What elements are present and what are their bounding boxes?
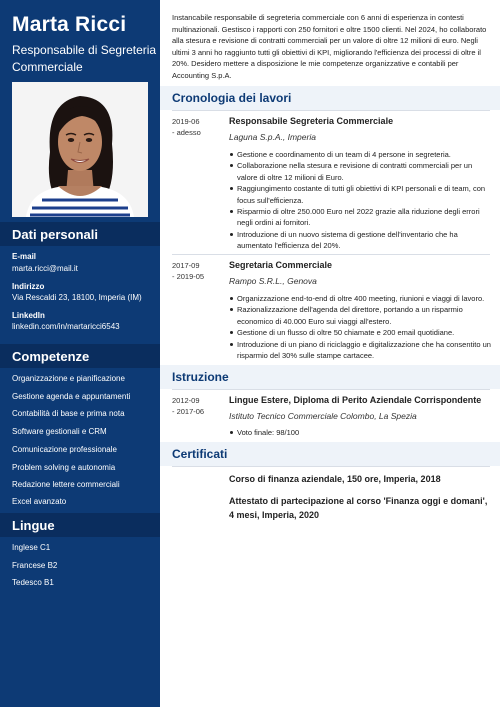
language-item: Francese B2: [12, 561, 58, 570]
address-value: Via Rescaldi 23, 18100, Imperia (IM): [12, 293, 142, 302]
education-date-start: 2012-09: [172, 396, 200, 405]
education-title: Lingue Estere, Diploma di Perito Aziendale Corrispondente: [229, 395, 482, 405]
job-bullet: Razionalizzazione dell'agenda del direttore, portando a un risparmio economico di 40.000 Euro sui viaggi all'estero.: [229, 304, 491, 327]
job-date-start: 2017-09: [172, 261, 200, 270]
job-bullet: Raggiungimento costante di tutti gli obiettivi di KPI personali e di team, con focus sull'efficienza.: [229, 183, 491, 206]
job-bullet: Introduzione di un piano di riciclaggio e digitalizzazione che ha consentito un risparmio del 30% sulle stampe cartacee.: [229, 339, 491, 362]
certificate-item: Corso di finanza aziendale, 150 ore, Imperia, 2018: [229, 474, 441, 484]
divider: [172, 110, 490, 111]
job-bullet: Gestione e coordinamento di un team di 4 persone in segreteria.: [229, 149, 491, 160]
job-bullet: Collaborazione nella stesura e revisione di contratti commerciali per un valore di oltre 12 milioni di Euro.: [229, 160, 491, 183]
job-bullet: Risparmio di oltre 250.000 Euro nel 2022 grazie alla riduzione degli errori negli ordini ai fornitori.: [229, 206, 491, 229]
job-company: Rampo S.R.L., Genova: [229, 276, 317, 286]
language-item: Inglese C1: [12, 543, 51, 552]
skill-item: Redazione lettere commerciali: [12, 480, 120, 489]
job-date-end: - adesso: [172, 128, 201, 137]
job-bullet: Introduzione di un nuovo sistema di gestione dell'inventario che ha aumentato l'efficienza del 20%.: [229, 229, 491, 252]
divider: [172, 389, 490, 390]
job-bullets: [229, 149, 491, 252]
work-heading: Cronologia dei lavori: [172, 91, 292, 105]
certifications-heading: Certificati: [172, 447, 228, 461]
profile-photo-image: [12, 82, 148, 217]
personal-heading: Dati personali: [12, 227, 98, 242]
linkedin-label: LinkedIn: [12, 311, 45, 320]
job-title: Responsabile Segreteria Commerciale: [229, 116, 394, 126]
profile-summary: Instancabile responsabile di segreteria commerciale con 6 anni di esperienza in contesti multinazionali. Gestisco i rapporti con 250 fornitori e oltre 1500 clienti. Nel 2024, ho collaborato alla stesura e revisione di contratti commerciali per un valore di oltre 12 milioni di euro. Negli ultimi 3 anni ho raggiunto tutti gli obiettivi di KPI, migliorando l'efficienza dei processi di oltre il 20%. Desidero mettere a disposizione le mie competenze organizzative e contabili per Accounting S.p.A.: [172, 13, 487, 80]
skill-item: Contabilità di base e prima nota: [12, 409, 125, 418]
divider: [172, 466, 490, 467]
skills-heading: Competenze: [12, 349, 90, 364]
job-date-start: 2019-06: [172, 117, 200, 126]
person-name: Marta Ricci: [12, 13, 127, 36]
education-date-end: - 2017-06: [172, 407, 205, 416]
education-bullets: [229, 427, 491, 438]
skill-item: Excel avanzato: [12, 497, 67, 506]
skill-item: Software gestionali e CRM: [12, 427, 107, 436]
email-label: E-mail: [12, 252, 37, 261]
skill-item: Organizzazione e pianificazione: [12, 374, 125, 383]
education-heading: Istruzione: [172, 370, 229, 384]
linkedin-value[interactable]: linkedin.com/in/martaricci6543: [12, 322, 120, 331]
address-label: Indirizzo: [12, 282, 45, 291]
job-bullet: Gestione di un flusso di oltre 50 chiamate e 200 email quotidiane.: [229, 327, 491, 338]
skill-item: Comunicazione professionale: [12, 445, 117, 454]
language-item: Tedesco B1: [12, 578, 54, 587]
job-bullets: [229, 293, 491, 361]
languages-heading: Lingue: [12, 518, 55, 533]
divider: [172, 254, 490, 255]
job-title: Segretaria Commerciale: [229, 260, 333, 270]
person-title: Responsabile di Segreteria Commerciale: [12, 43, 157, 74]
education-school: Istituto Tecnico Commerciale Colombo, La Spezia: [229, 411, 417, 421]
job-bullet: Organizzazione end-to-end di oltre 400 meeting, riunioni e viaggi di lavoro.: [229, 293, 491, 304]
email-value[interactable]: marta.ricci@mail.it: [12, 264, 78, 273]
profile-photo: [12, 82, 148, 217]
education-bullet: Voto finale: 98/100: [229, 427, 491, 438]
job-company: Laguna S.p.A., Imperia: [229, 132, 316, 142]
certificate-item: Attestato di partecipazione al corso 'Finanza oggi e domani', 4 mesi, Imperia, 2020: [229, 496, 488, 520]
skill-item: Problem solving e autonomia: [12, 463, 116, 472]
skill-item: Gestione agenda e appuntamenti: [12, 392, 131, 401]
job-date-end: - 2019-05: [172, 272, 205, 281]
